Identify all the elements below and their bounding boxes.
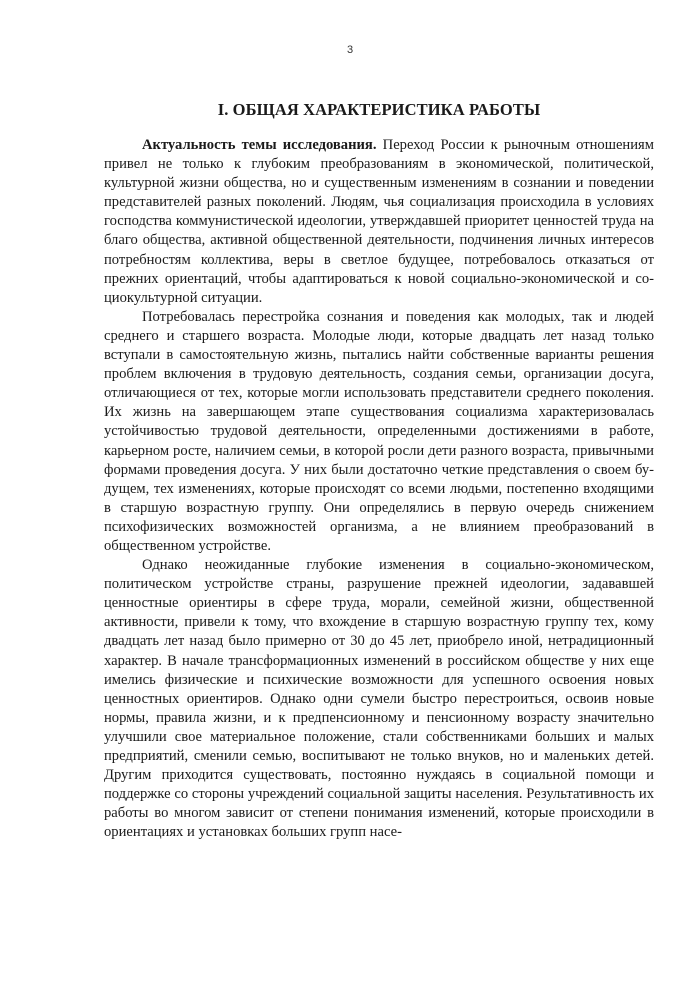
paragraph-1 [104,136,654,308]
body-text [104,136,654,842]
paragraph-lead: Актуальность темы исследования. [142,137,377,153]
paragraph-3 [104,556,654,842]
paragraph-2 [104,308,654,556]
section-heading: I. ОБЩАЯ ХАРАКТЕРИСТИКА РАБОТЫ [217,100,541,119]
paragraph-text: Потребовалась перестройка сознания и поведения как молодых, так и людей среднего и старшего возраста. Молодые люди, которые двадцать лет назад только вступали в самостоятельную жизнь, пытались найти собственные варианты решения проблем включения в трудовую деятельность, создания семьи, организации досуга, отличающиеся от тех, которые могли использовать представители среднего поколения. Их жизнь на завершающем этапе существования социализма характеризовалась устойчивостью трудовой деятельности, определенными достижениями в работе, карьерном росте, наличием семьи, в которой росли дети разного возраста, привычными формами проведения досуга. У них были достаточно четкие представления о своем будущем, тех изменениях, которые происходят со всеми людьми, постепенно входящими в старшую возрастную группу. Они определялись в первую очередь снижением психофизических возможностей организма, а не влиянием преобразований в общественном устройстве. [104,308,654,554]
paragraph-text: Переход России к рыночным отношениям привел не только к глубоким преобразованиям в экономической, политической, культурной жизни общества, но и существенным изменениям в сознании и поведении представителей разных поколений. Людям, чья социализация происходила в условиях господства коммунистической идеологии, утверждавшей приоритет ценностей труда на благо общества, активной общественной деятельности, подчинения личных интересов потребностям коллектива, веры в светлое будущее, потребовалось отказаться от прежних ориентаций, чтобы адаптироваться к новой социально-экономической и социокультурной ситуации. [104,137,654,306]
page-number: 3 [346,44,354,56]
paragraph-text: Однако неожиданные глубокие изменения в социально-экономическом, политическом устройстве страны, разрушение прежней идеологии, задававшей ценностные ориентиры в сфере труда, морали, семейной жизни, общественной активности, привели к тому, что вхождение в старшую возрастную группу тех, кому двадцать лет назад было примерно от 30 до 45 лет, приобрело иной, нетрадиционный характер. В начале трансформационных изменений в российском обществе у них еще имелись физические и психические возможности для успешного освоения новых ценностных ориентиров. Однако одни сумели быстро перестроиться, освоив новые нормы, правила жизни, и к предпенсионному и пенсионному возрасту значительно улучшили свое материальное положение, стали собственниками больших и малых предприятий, сменили семью, воспитывают не только внуков, но и маленьких детей. Другим приходится существовать, постоянно нуждаясь в социальной помощи и поддержке со стороны учреждений социальной защиты населения. Результативность их работы во многом зависит от степени понимания изменений, которые происходили в ориентациях и установках больших групп насе- [104,557,654,841]
